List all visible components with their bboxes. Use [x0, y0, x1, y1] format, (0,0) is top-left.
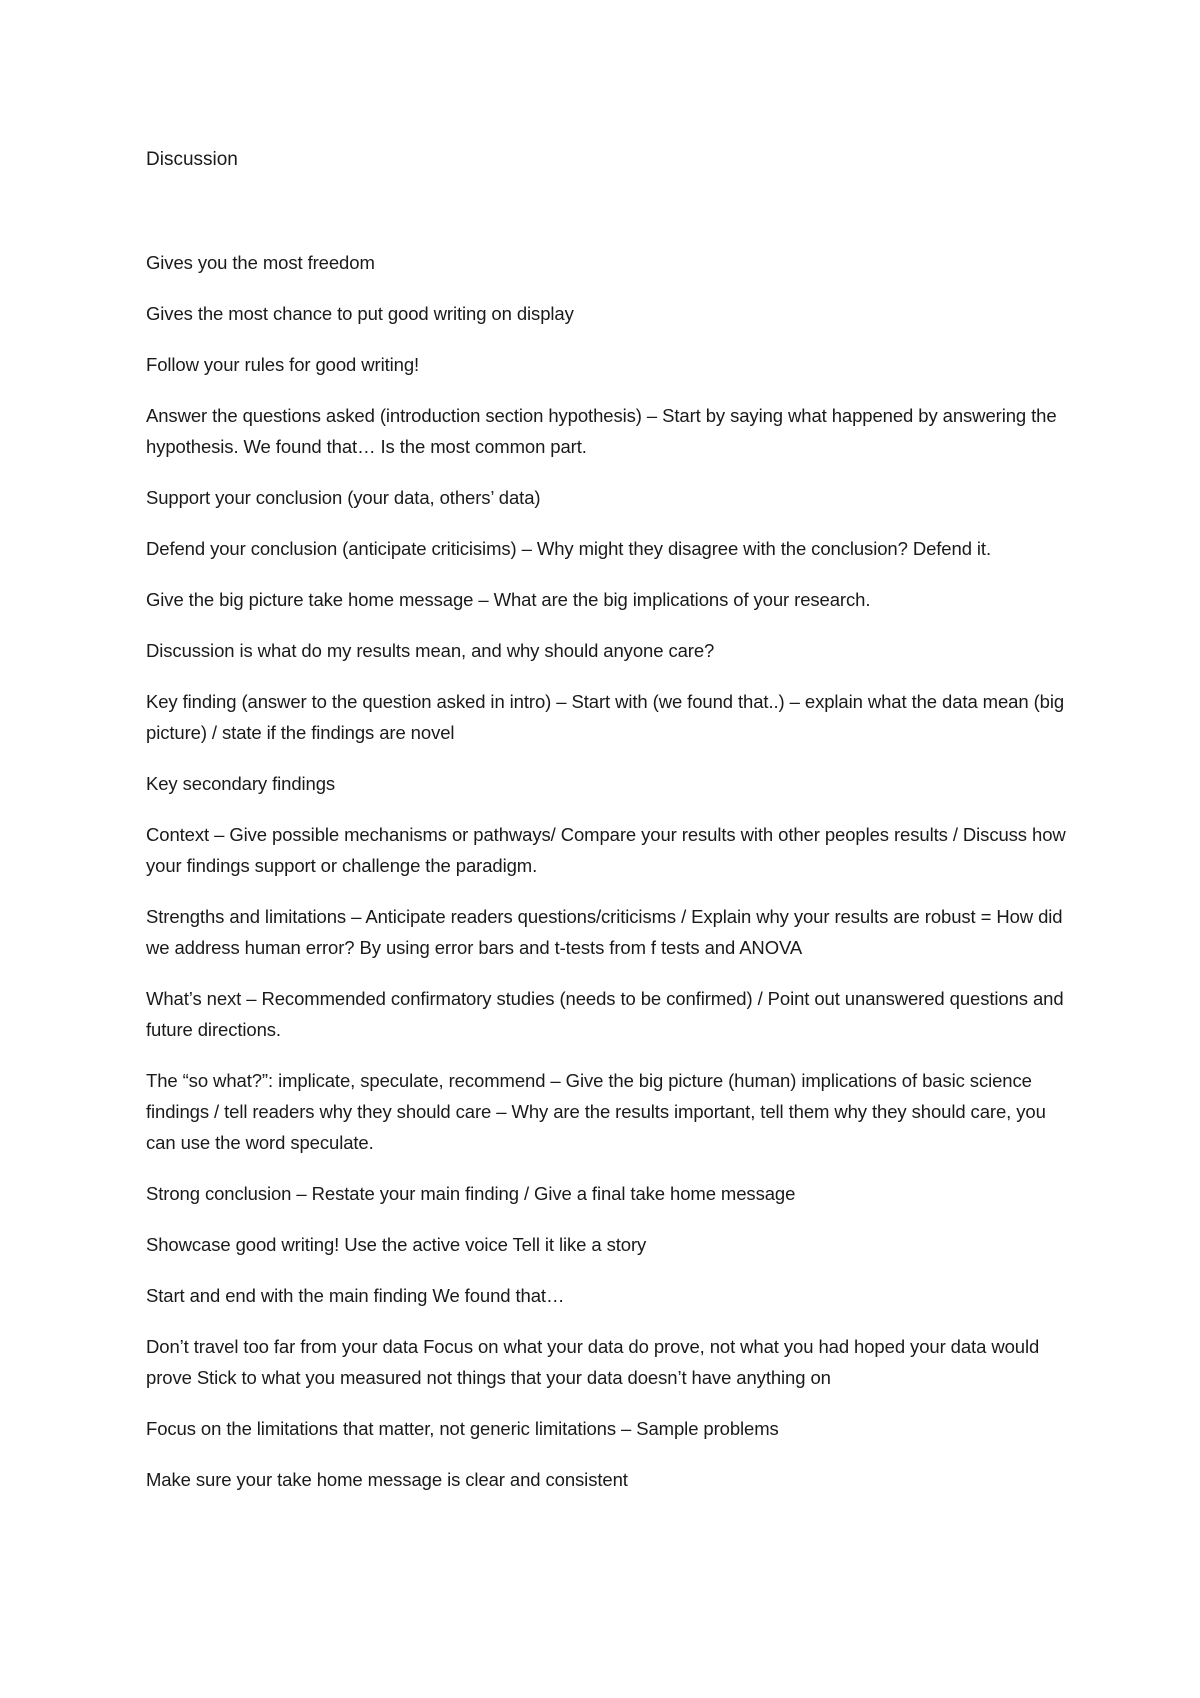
paragraph: Make sure your take home message is clear and consistent — [146, 1469, 628, 1490]
document-body — [146, 145, 1066, 1515]
paragraph: Focus on the limitations that matter, not generic limitations – Sample problems — [146, 1418, 779, 1439]
paragraph: Key secondary findings — [146, 773, 336, 794]
paragraph: What’s next – Recommended confirmatory studies (needs to be confirmed) / Point out unanswered questions and future directions. — [146, 988, 1064, 1040]
paragraph: Gives the most chance to put good writing on display — [146, 303, 574, 324]
page-title: Discussion — [146, 149, 238, 170]
paragraph: Discussion is what do my results mean, and why should anyone care? — [146, 640, 715, 661]
paragraph: Give the big picture take home message – What are the big implications of your research. — [146, 589, 871, 610]
paragraph: Showcase good writing! Use the active voice Tell it like a story — [146, 1234, 647, 1255]
paragraph: Don’t travel too far from your data Focus on what your data do prove, not what you had hoped your data would prove Stick to what you measured not things that your data doesn’t have anything on — [146, 1336, 1040, 1388]
paragraph: Strong conclusion – Restate your main finding / Give a final take home message — [146, 1183, 796, 1204]
paragraph: The “so what?”: implicate, speculate, recommend – Give the big picture (human) implications of basic science findings / tell readers why they should care – Why are the results important, tell them why they should care, you can use the word speculate. — [146, 1070, 1046, 1153]
paragraph: Defend your conclusion (anticipate criticisims) – Why might they disagree with the conclusion? Defend it. — [146, 538, 992, 559]
paragraph: Strengths and limitations – Anticipate readers questions/criticisms / Explain why your results are robust = How did we address human error? By using error bars and t-tests from f tests and ANOVA — [146, 906, 1063, 958]
paragraph: Start and end with the main finding We found that… — [146, 1285, 565, 1306]
paragraph: Answer the questions asked (introduction section hypothesis) – Start by saying what happened by answering the hypothesis. We found that… Is the most common part. — [146, 405, 1057, 457]
paragraph: Gives you the most freedom — [146, 252, 375, 273]
paragraph: Support your conclusion (your data, others’ data) — [146, 487, 541, 508]
paragraph: Key finding (answer to the question asked in intro) – Start with (we found that..) – explain what the data mean (big picture) / state if the findings are novel — [146, 691, 1065, 743]
paragraph: Follow your rules for good writing! — [146, 354, 420, 375]
paragraph: Context – Give possible mechanisms or pathways/ Compare your results with other peoples results / Discuss how your findings support or challenge the paradigm. — [146, 824, 1066, 876]
